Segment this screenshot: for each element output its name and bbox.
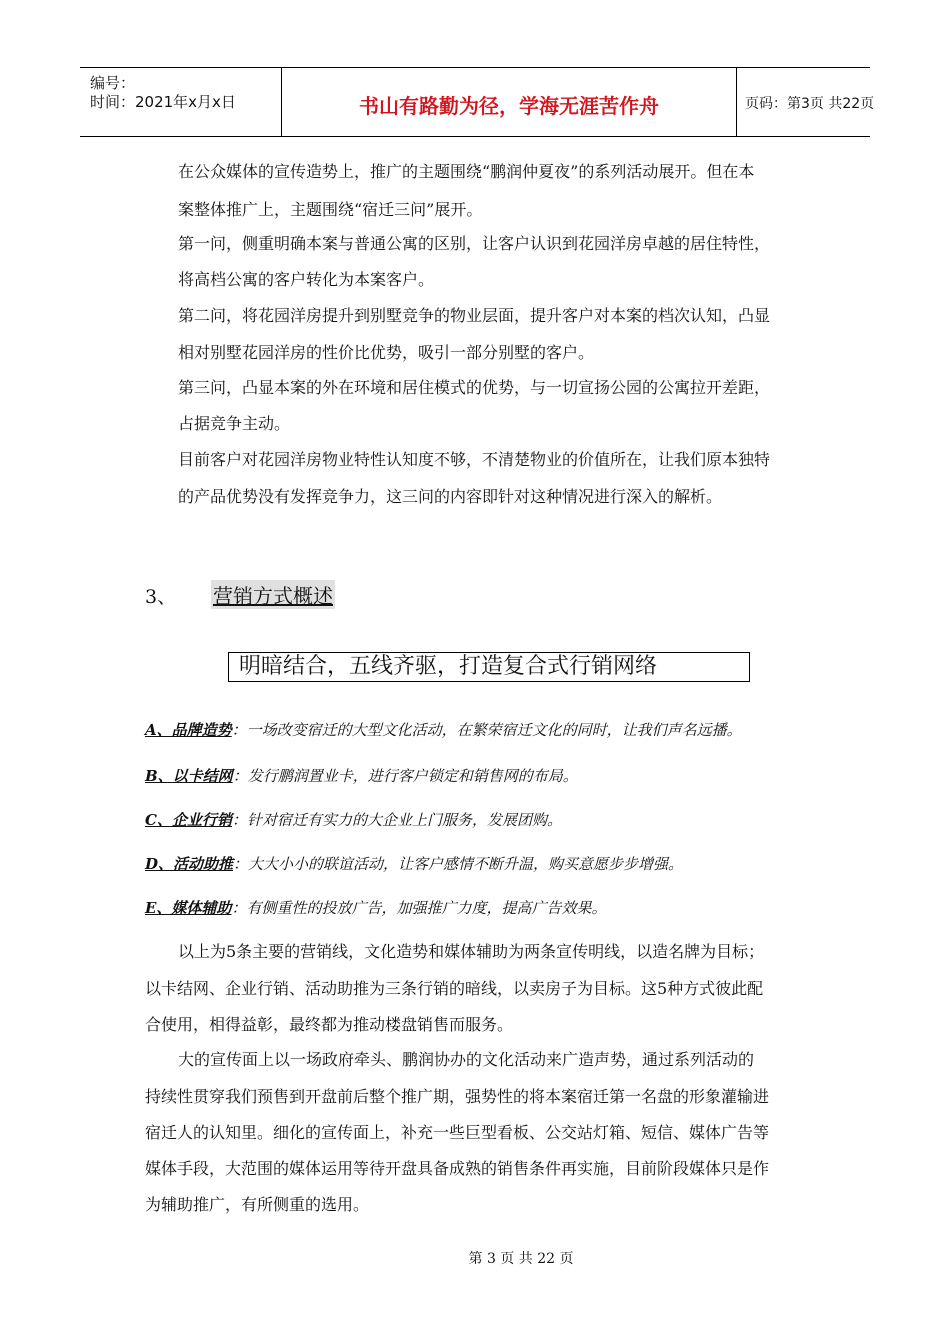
list-item (145, 810, 562, 830)
section-title: 营销方式概述 (211, 580, 335, 609)
page-label: 页码：第3页 共22页 (745, 96, 875, 112)
paragraph-line: 以上为5条主要的营销线，文化造势和媒体辅助为两条宣传明线，以造名牌为目标； (178, 942, 765, 961)
paragraph-line: 宿迁人的认知里。细化的宣传面上，补充一些巨型看板、公交站灯箱、短信、媒体广告等 (145, 1123, 770, 1142)
item-key: C、企业行销 (145, 811, 232, 829)
paragraph-line: 第一问，侧重明确本案与普通公寓的区别，让客户认识到花园洋房卓越的居住特性， (178, 234, 771, 253)
paragraph-line: 将高档公寓的客户转化为本案客户。 (178, 270, 435, 289)
header-page-cell (737, 68, 875, 136)
header-motto-cell (282, 68, 737, 136)
paragraph-line: 以卡结网、企业行销、活动助推为三条行销的暗线，以卖房子为目标。这5种方式彼此配 (145, 979, 764, 998)
paragraph-line: 为辅助推广，有所侧重的选用。 (145, 1195, 370, 1214)
time-label: 时间：2021年x月x日 (90, 93, 236, 111)
item-key: D、活动助推 (145, 855, 234, 873)
paragraph-line: 第二问，将花园洋房提升到别墅竞争的物业层面，提升客户对本案的档次认知，凸显 (178, 306, 771, 325)
paragraph-line: 持续性贯穿我们预售到开盘前后整个推广期，强势性的将本案宿迁第一名盘的形象灌输进 (145, 1087, 770, 1106)
paragraph-line: 案整体推广上，主题围绕“宿迁三问”展开。 (178, 200, 483, 219)
paragraph-line: 大的宣传面上以一场政府牵头、鹏润协办的文化活动来广造声势，通过系列活动的 (178, 1050, 755, 1069)
item-text: ：发行鹏润置业卡，进行客户锁定和销售网的布局。 (232, 767, 578, 785)
item-key: E、媒体辅助 (145, 899, 232, 917)
list-item (145, 898, 606, 918)
list-item (145, 720, 742, 740)
paragraph-line: 第三问，凸显本案的外在环境和居住模式的优势，与一切宣扬公园的公寓拉开差距， (178, 378, 771, 397)
item-text: ：有侧重性的投放广告，加强推广力度，提高广告效果。 (231, 899, 607, 917)
list-item (145, 766, 578, 786)
item-text: ：大大小小的联谊活动，让客户感情不断升温，购买意愿步步增强。 (233, 855, 684, 873)
page-footer: 第 3 页 共 22 页 (468, 1251, 574, 1267)
item-key: A、品牌造势 (145, 721, 232, 739)
boxed-title: 明暗结合，五线齐驱，打造复合式行销网络 (228, 652, 750, 682)
number-label: 编号： (90, 74, 136, 92)
item-text: ：一场改变宿迁的大型文化活动，在繁荣宿迁文化的同时，让我们声名远播。 (231, 721, 742, 739)
paragraph-line: 合使用，相得益彰，最终都为推动楼盘销售而服务。 (145, 1015, 514, 1034)
paragraph-line: 在公众媒体的宣传造势上，推广的主题围绕“鹏润仲夏夜”的系列活动展开。但在本 (178, 162, 755, 181)
section-number: 3、 (145, 586, 177, 608)
list-item (145, 854, 683, 874)
item-text: ：针对宿迁有实力的大企业上门服务，发展团购。 (231, 811, 562, 829)
header-table (80, 67, 875, 137)
paragraph-line: 目前客户对花园洋房物业特性认知度不够，不清楚物业的价值所在，让我们原本独特 (178, 450, 771, 469)
motto: 书山有路勤为径，学海无涯苦作舟 (359, 94, 659, 118)
header-info-cell (80, 68, 282, 136)
paragraph-line: 的产品优势没有发挥竞争力，这三问的内容即针对这种情况进行深入的解析。 (178, 487, 723, 506)
paragraph-line: 媒体手段，大范围的媒体运用等待开盘具备成熟的销售条件再实施，目前阶段媒体只是作 (145, 1159, 770, 1178)
item-key: B、以卡结网 (145, 767, 233, 785)
paragraph-line: 占据竞争主动。 (178, 414, 291, 433)
paragraph-line: 相对别墅花园洋房的性价比优势，吸引一部分别墅的客户。 (178, 343, 595, 362)
